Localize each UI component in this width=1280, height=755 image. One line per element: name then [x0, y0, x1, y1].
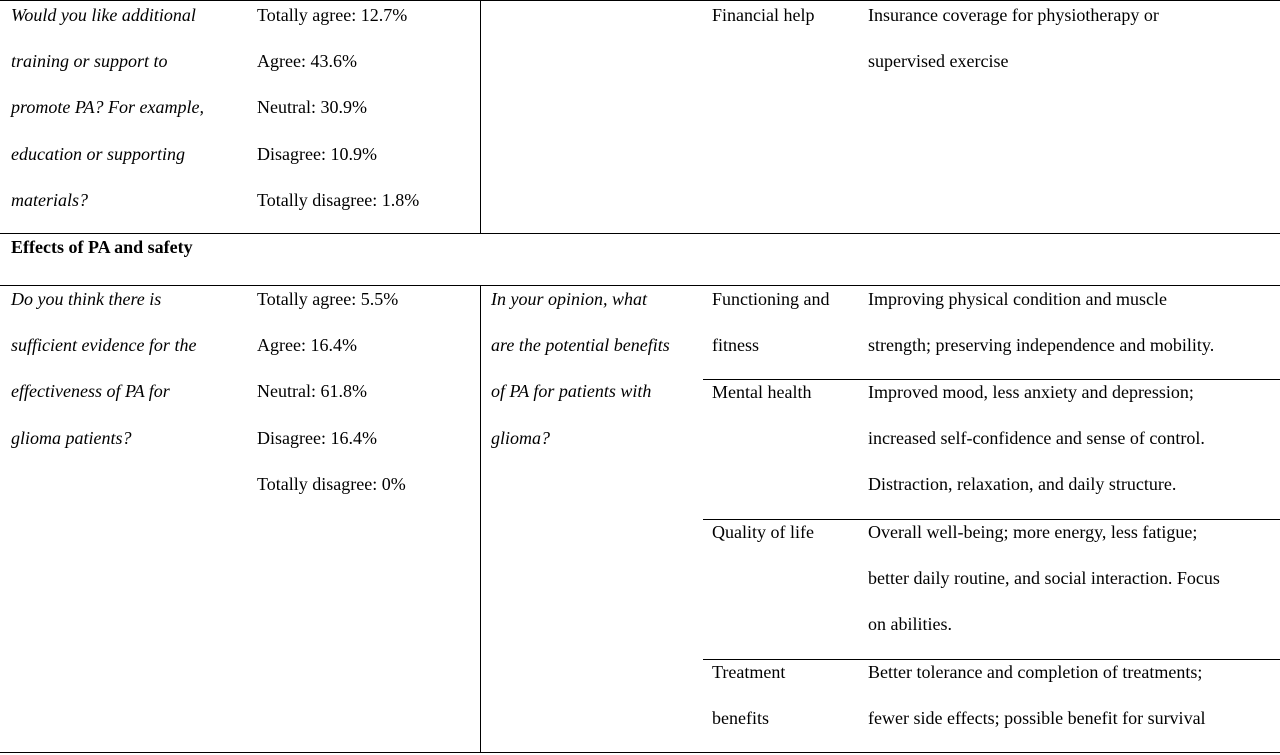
question-line: education or supporting — [11, 143, 185, 164]
training-question — [11, 0, 204, 223]
response-agree: Agree: 43.6% — [257, 51, 357, 72]
response-neutral: Neutral: 61.8% — [257, 381, 367, 402]
response-disagree: Disagree: 10.9% — [257, 143, 377, 164]
table-bottom-rule — [0, 752, 1280, 753]
question-line: sufficient evidence for the — [11, 335, 197, 356]
question-line: promote PA? For example, — [11, 97, 204, 118]
theme-quality-of-life — [712, 509, 814, 555]
theme-functioning-fitness — [712, 276, 830, 368]
theme-treatment-benefits — [712, 649, 785, 741]
response-disagree: Disagree: 16.4% — [257, 427, 377, 448]
column-divider — [480, 0, 481, 234]
question-line: Do you think there is — [11, 289, 162, 309]
table-row-divider — [0, 233, 1280, 234]
response-totally-disagree: Totally disagree: 1.8% — [257, 189, 420, 210]
question-line: are the potential benefits — [491, 335, 670, 356]
question-line: of PA for patients with — [491, 381, 652, 402]
question-line: training or support to — [11, 51, 168, 72]
response-totally-agree: Totally agree: 5.5% — [257, 289, 399, 309]
column-divider — [480, 285, 481, 753]
detail-line: Improving physical condition and muscle — [868, 289, 1167, 309]
detail-functioning-fitness — [868, 276, 1214, 368]
detail-line: better daily routine, and social interaction. Focus — [868, 568, 1220, 589]
detail-line: fewer side effects; possible benefit for survival — [868, 708, 1206, 729]
response-totally-agree: Totally agree: 12.7% — [257, 5, 408, 25]
detail-line: Better tolerance and completion of treatments; — [868, 662, 1203, 682]
theme-financial-help — [712, 0, 814, 38]
detail-line: Insurance coverage for physiotherapy or — [868, 5, 1159, 25]
question-line: Would you like additional — [11, 5, 196, 25]
detail-quality-of-life — [868, 509, 1220, 648]
question-line: materials? — [11, 189, 89, 210]
detail-line: supervised exercise — [868, 51, 1009, 72]
detail-mental-health — [868, 369, 1205, 508]
question-line: glioma patients? — [11, 427, 132, 448]
section-heading: Effects of PA and safety — [11, 237, 193, 257]
theme-line: fitness — [712, 335, 759, 356]
training-responses — [257, 0, 419, 223]
detail-treatment-benefits — [868, 649, 1206, 741]
benefits-open-question — [491, 276, 670, 461]
theme-line: Treatment — [712, 662, 786, 682]
evidence-responses — [257, 276, 406, 507]
theme-line: Functioning and — [712, 289, 830, 309]
response-neutral: Neutral: 30.9% — [257, 97, 367, 118]
theme-line: Financial help — [712, 5, 815, 25]
response-agree: Agree: 16.4% — [257, 335, 357, 356]
detail-line: on abilities. — [868, 614, 952, 635]
detail-line: strength; preserving independence and mobility. — [868, 335, 1215, 356]
detail-financial-help — [868, 0, 1159, 84]
detail-line: Improved mood, less anxiety and depression; — [868, 382, 1194, 402]
evidence-question — [11, 276, 196, 461]
detail-line: Distraction, relaxation, and daily structure. — [868, 474, 1177, 495]
detail-line: Overall well-being; more energy, less fatigue; — [868, 522, 1198, 542]
question-line: effectiveness of PA for — [11, 381, 170, 402]
detail-line: increased self-confidence and sense of control. — [868, 428, 1205, 449]
theme-line: Mental health — [712, 382, 812, 402]
theme-mental-health — [712, 369, 811, 415]
theme-line: benefits — [712, 708, 769, 729]
theme-line: Quality of life — [712, 522, 814, 542]
response-totally-disagree: Totally disagree: 0% — [257, 473, 406, 494]
question-line: glioma? — [491, 427, 551, 448]
question-line: In your opinion, what — [491, 289, 647, 309]
